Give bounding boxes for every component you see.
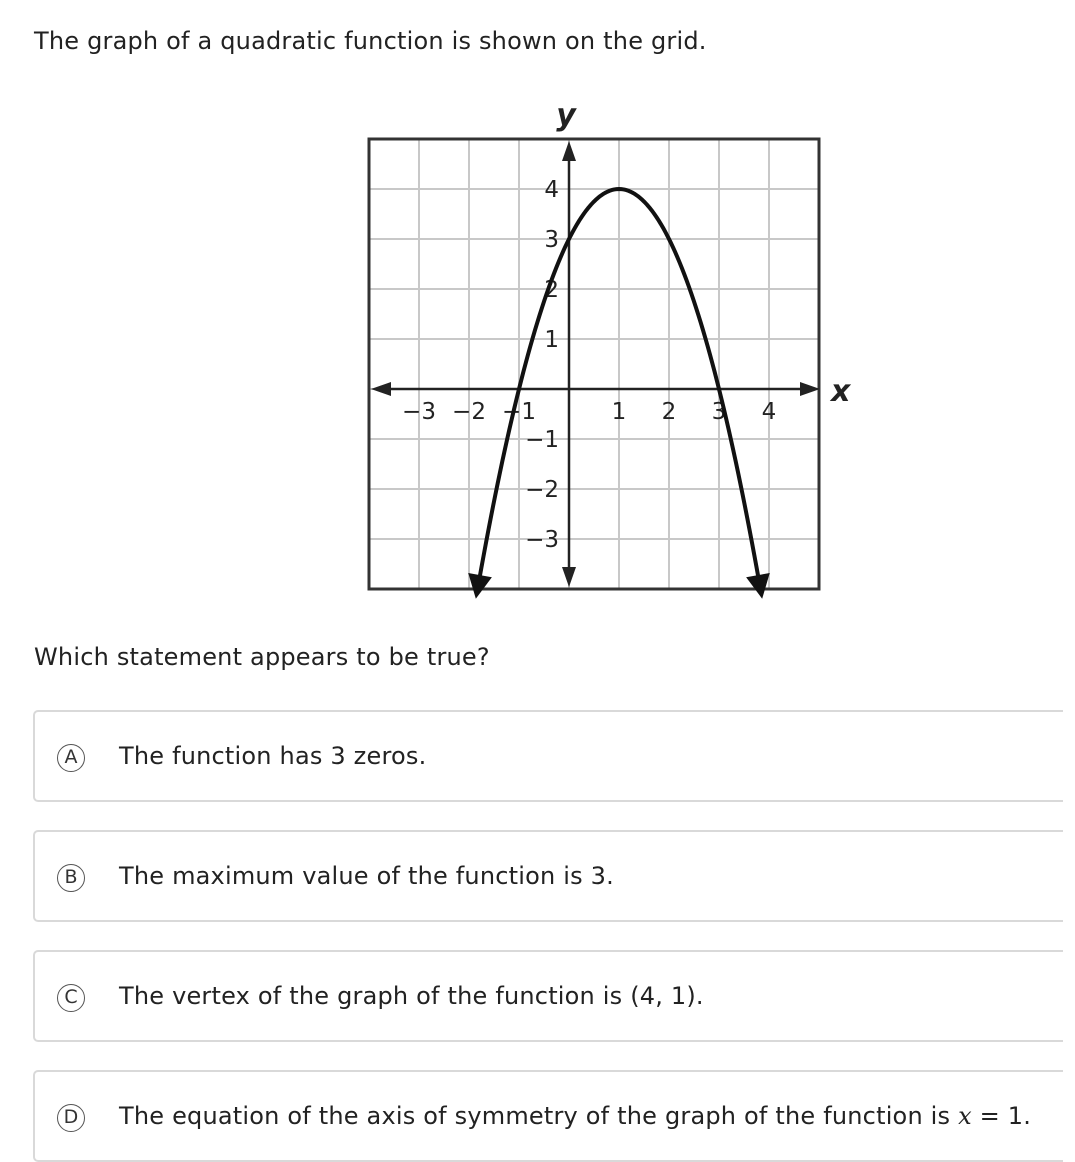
y-axis-label: y	[556, 98, 576, 133]
x-tick-label: −2	[452, 399, 486, 425]
choice-b-text: The maximum value of the function is 3.	[119, 862, 614, 890]
choice-d-text-after: = 1.	[971, 1102, 1032, 1130]
x-tick-label: 1	[611, 399, 627, 425]
choice-c-letter-icon: C	[57, 984, 85, 1012]
choice-b[interactable]	[33, 830, 1063, 922]
y-tick-label: −1	[525, 427, 559, 453]
question-text: Which statement appears to be true?	[34, 643, 490, 671]
y-tick-label: 4	[544, 177, 559, 203]
choice-d-text-before: The equation of the axis of symmetry of the graph of the function is	[119, 1102, 959, 1130]
choice-d-variable: x	[958, 1102, 972, 1130]
choice-a[interactable]	[33, 710, 1063, 802]
choice-a-text: The function has 3 zeros.	[119, 742, 427, 770]
x-tick-label: −1	[502, 399, 536, 425]
parabola-arrow-left-icon	[468, 573, 492, 599]
parabola-arrow-right-icon	[746, 573, 770, 599]
y-tick-label: −2	[525, 477, 559, 503]
y-axis-arrow-up-icon	[562, 141, 576, 161]
choice-d-text	[119, 1102, 1031, 1130]
x-tick-label: 3	[711, 399, 727, 425]
x-axis-arrow-left-icon	[371, 382, 391, 396]
choice-b-letter-icon: B	[57, 864, 85, 892]
y-tick-label: −3	[525, 527, 559, 553]
y-tick-label: 1	[544, 327, 559, 353]
grid-border	[369, 139, 819, 589]
choice-a-letter-icon: A	[57, 744, 85, 772]
y-axis-arrow-down-icon	[562, 567, 576, 587]
x-axis-arrow-right-icon	[800, 382, 820, 396]
quadratic-graph	[340, 90, 880, 610]
choice-c[interactable]	[33, 950, 1063, 1042]
choice-d-letter-icon: D	[57, 1104, 85, 1132]
choice-c-text: The vertex of the graph of the function is (4, 1).	[119, 982, 704, 1010]
choice-d[interactable]	[33, 1070, 1063, 1162]
x-axis-label: x	[831, 374, 851, 409]
x-tick-label: −3	[402, 399, 436, 425]
quadratic-graph-svg	[340, 90, 880, 610]
x-tick-label: 2	[661, 399, 677, 425]
y-tick-label: 2	[544, 277, 559, 303]
x-tick-label: 4	[761, 399, 777, 425]
question-prompt: The graph of a quadratic function is shown on the grid.	[34, 27, 707, 55]
y-tick-label: 3	[544, 227, 559, 253]
